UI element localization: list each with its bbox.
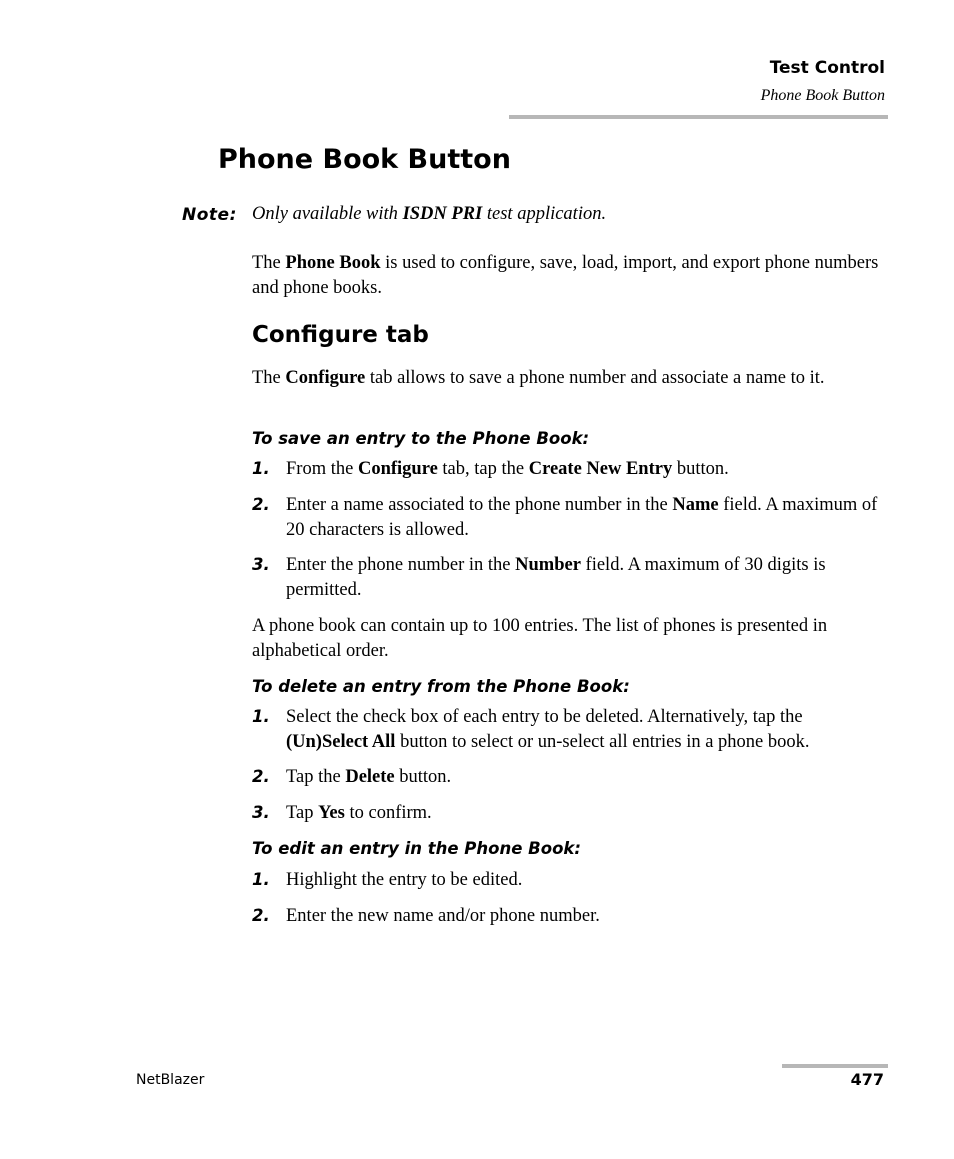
running-header-section: Phone Book Button <box>760 87 885 104</box>
note-text-after: test application. <box>482 204 607 224</box>
save-step-1-part: From the <box>286 459 358 479</box>
intro-before: The <box>252 253 286 273</box>
intro-bold: Phone Book <box>285 253 381 273</box>
delete-step-3-bold: Yes <box>318 803 345 823</box>
edit-step-1-number: 1. <box>252 870 270 889</box>
delete-step-2-text <box>286 765 888 790</box>
save-step-3-part: field. A maximum of 30 digits is permitted. <box>286 555 826 600</box>
save-step-2-part: Enter a name associated to the phone number in the <box>286 495 673 515</box>
save-step-3-text <box>286 553 888 603</box>
header-divider <box>509 115 888 119</box>
note-label: Note: <box>182 205 237 225</box>
delete-step-3-part: to confirm. <box>344 803 432 823</box>
delete-step-3-text <box>286 801 888 826</box>
configure-bold: Configure <box>285 368 366 388</box>
configure-before: The <box>252 368 286 388</box>
delete-step-1-bold: (Un)Select All <box>286 732 396 752</box>
edit-step-2-number: 2. <box>252 906 270 925</box>
save-step-3-number: 3. <box>252 555 270 574</box>
edit-step-1-text: Highlight the entry to be edited. <box>286 870 523 890</box>
delete-step-1-number: 1. <box>252 707 270 726</box>
note-text <box>252 204 606 225</box>
footer-page-number: 477 <box>850 1070 884 1089</box>
save-step-2-text <box>286 493 888 543</box>
save-step-3-bold: Number <box>515 555 581 575</box>
running-header-chapter: Test Control <box>769 58 885 78</box>
note-text-bold: ISDN PRI <box>402 204 483 224</box>
delete-step-2-number: 2. <box>252 767 270 786</box>
procedure-heading-edit: To edit an entry in the Phone Book: <box>252 839 581 858</box>
procedure-heading-delete: To delete an entry from the Phone Book: <box>252 677 630 696</box>
save-step-1-part: tab, tap the <box>437 459 529 479</box>
delete-step-1-part: button to select or un-select all entries in a phone book. <box>395 732 810 752</box>
save-step-3-part: Enter the phone number in the <box>286 555 516 575</box>
save-step-1-bold: Create New Entry <box>528 459 673 479</box>
delete-step-3-part: Tap <box>286 803 319 823</box>
save-step-2-part: field. A maximum of 20 characters is allowed. <box>286 495 878 540</box>
save-step-2-number: 2. <box>252 495 270 514</box>
delete-step-2-bold: Delete <box>345 767 395 787</box>
delete-step-2-part: button. <box>394 767 452 787</box>
save-step-1-text <box>286 457 888 482</box>
save-step-1-part: button. <box>672 459 729 479</box>
note-text-before: Only available with <box>252 204 403 224</box>
delete-step-1-text <box>286 705 888 755</box>
footer-divider <box>782 1064 888 1068</box>
intro-paragraph <box>252 251 888 301</box>
intro-after: is used to configure, save, load, import, and export phone numbers and phone books. <box>252 253 879 298</box>
section-heading-configure-tab: Configure tab <box>252 322 429 348</box>
delete-step-1-part: Select the check box of each entry to be deleted. Alternatively, tap the <box>286 707 803 727</box>
page-title: Phone Book Button <box>218 144 511 175</box>
capacity-paragraph: A phone book can contain up to 100 entries. The list of phones is presented in alphabetical order. <box>252 616 828 661</box>
save-step-1-number: 1. <box>252 459 270 478</box>
edit-step-2-text: Enter the new name and/or phone number. <box>286 906 600 926</box>
delete-step-3-number: 3. <box>252 803 270 822</box>
delete-step-2-part: Tap the <box>286 767 346 787</box>
save-step-2-bold: Name <box>672 495 719 515</box>
footer-product-name: NetBlazer <box>136 1072 205 1088</box>
configure-after: tab allows to save a phone number and associate a name to it. <box>365 368 825 388</box>
procedure-heading-save: To save an entry to the Phone Book: <box>252 429 590 448</box>
configure-paragraph <box>252 366 888 391</box>
save-step-1-bold: Configure <box>357 459 438 479</box>
